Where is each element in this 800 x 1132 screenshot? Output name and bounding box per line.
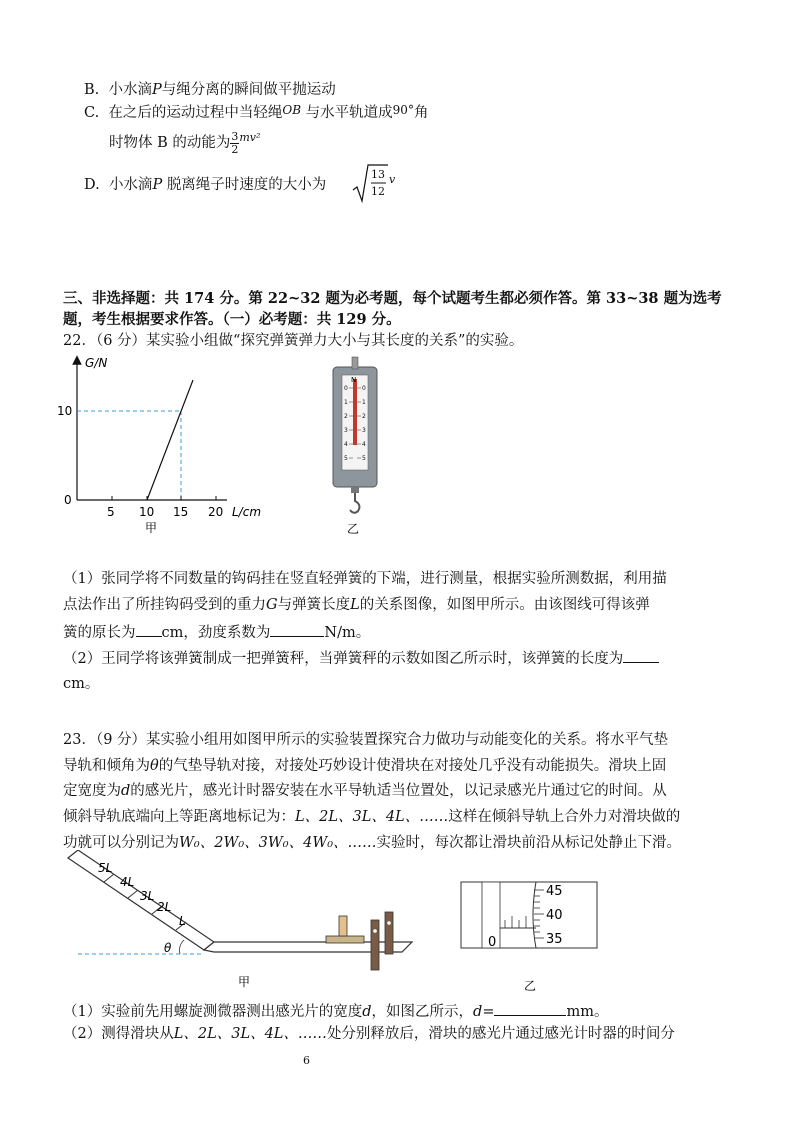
svg-text:5: 5 <box>362 455 366 462</box>
option-d: D. 小水滴P 脱离绳子时速度的大小为 <box>84 177 327 193</box>
graph-x10: 10 <box>139 505 155 519</box>
graph-line <box>147 380 193 500</box>
svg-text:0: 0 <box>344 385 348 392</box>
light-card <box>339 916 347 936</box>
page-number: 6 <box>303 1054 310 1067</box>
answer-blank-length[interactable] <box>136 622 162 637</box>
horizontal-track <box>204 942 412 952</box>
q22-p2-line1: （2）王同学将该弹簧制成一把弹簧秤，当弹簧秤的示数如图乙所示时，该弹簧的长度为 <box>63 648 659 668</box>
graph-x5: 5 <box>107 505 115 519</box>
q23-line2: 导轨和倾角为θ的气垫导轨对接，对接处巧妙设计使滑块在对接处几乎没有动能损失。滑块上固 <box>63 758 667 774</box>
fraction-3-2: $\frac{3}{2}$ <box>231 129 239 156</box>
section3-heading-line2: 题，考生根据要求作答。（一）必考题：共 129 分。 <box>63 311 401 328</box>
answer-blank-stiffness[interactable] <box>270 622 324 637</box>
answer-blank-width-d[interactable] <box>494 1001 566 1016</box>
graph-origin: 0 <box>64 493 72 507</box>
q23-micrometer-yi <box>460 876 600 994</box>
angle-theta: θ <box>164 941 172 955</box>
graph-y10: 10 <box>57 404 73 418</box>
q23-p2: （2）测得滑块从L、2L、3L、4L、……处分别释放后，滑块的感光片通过感光计时器的时间分 <box>63 1026 675 1042</box>
graph-ylabel: G/N <box>85 356 108 370</box>
section3-heading-line1: 三、非选择题：共 174 分。第 22~32 题为必考题，每个试题考生都必须作答。第 33~38 题为选考 <box>63 290 722 307</box>
q23-line4: 倾斜导轨底端向上等距离地标记为：L、2L、3L、4L、……这样在倾斜导轨上合外力对滑块做的 <box>63 809 681 825</box>
sqrt-13-12 <box>352 163 402 203</box>
svg-text:3: 3 <box>344 427 348 434</box>
svg-text:1: 1 <box>362 399 366 406</box>
q23-line3: 定宽度为d的感光片，感光计时器安装在水平导轨适当位置处，以记录感光片通过它的时间。从 <box>63 783 667 799</box>
micrometer-40: 40 <box>546 908 563 923</box>
q23-p1: （1）实验前先用螺旋测微器测出感光片的宽度d，如图乙所示，d= mm。 <box>63 1001 608 1021</box>
q22-p1-line1: （1）张同学将不同数量的钩码挂在竖直轻弹簧的下端，进行测量，根据实验所测数据，利用描 <box>63 571 667 587</box>
photogate-left <box>371 920 379 970</box>
hook-icon <box>350 493 359 513</box>
scale-caption: 乙 <box>347 522 360 536</box>
option-b: B. 小水滴P与绳分离的瞬间做平抛运动 <box>84 82 336 98</box>
graph-caption: 甲 <box>145 521 158 535</box>
micrometer-35: 35 <box>546 932 563 947</box>
sqrt-num: 13 <box>371 168 385 181</box>
svg-text:4: 4 <box>344 441 348 448</box>
mark-4L: 4L <box>120 875 135 889</box>
sqrt-tail: v <box>389 173 396 186</box>
micrometer-zero: 0 <box>488 935 497 950</box>
graph-x20: 20 <box>208 505 224 519</box>
q22-spring-scale-yi <box>320 355 390 540</box>
q22-p2-line2: cm。 <box>63 676 100 692</box>
svg-text:5: 5 <box>344 455 348 462</box>
graph-xlabel: L/cm <box>232 505 262 519</box>
q22-p1-line3: 簧的原长为 cm，劲度系数为 N/m。 <box>63 622 370 642</box>
svg-text:0: 0 <box>362 385 366 392</box>
mark-L: L <box>179 914 186 928</box>
svg-text:2: 2 <box>344 413 348 420</box>
svg-text:4: 4 <box>362 441 366 448</box>
q22-intro: 22．（6 分）某实验小组做“探究弹簧弹力大小与其长度的关系”的实验。 <box>63 333 524 349</box>
mark-2L: 2L <box>157 900 172 914</box>
fig-a-caption: 甲 <box>238 975 251 989</box>
mark-3L: 3L <box>140 889 155 903</box>
fig-b-caption: 乙 <box>524 979 537 993</box>
photogate-right <box>385 912 393 954</box>
svg-text:2: 2 <box>362 413 366 420</box>
mark-5L: 5L <box>98 861 113 875</box>
q23-line5: 功就可以分别记为W₀、2W₀、3W₀、4W₀、……实验时，每次都让滑块前沿从标记处静止下滑。 <box>63 835 682 851</box>
q23-air-track-jia <box>58 850 428 990</box>
answer-blank-spring-length[interactable] <box>623 648 659 663</box>
graph-x15: 15 <box>173 505 189 519</box>
sqrt-den: 12 <box>371 185 385 198</box>
micrometer-45: 45 <box>546 884 563 899</box>
scale-unit-label: N <box>351 376 357 384</box>
option-c-line1: C. 在之后的运动过程中当轻绳$^{OB}$ 与水平轨道成$^{90^\circ}$角 <box>84 103 429 121</box>
q23-line1: 23．（9 分）某实验小组用如图甲所示的实验装置探究合力做功与动能变化的关系。将水平气垫 <box>63 732 669 748</box>
option-c-line2: 时物体 B 的动能为 $\frac{3}{2}$ $^{mv^2}$ <box>109 129 261 156</box>
slider <box>326 936 364 943</box>
q22-graph-jia <box>55 350 305 535</box>
svg-text:1: 1 <box>344 399 348 406</box>
svg-text:3: 3 <box>362 427 366 434</box>
q22-p1-line2: 点法作出了所挂钩码受到的重力G与弹簧长度L的关系图像，如图甲所示。由该图线可得该弹 <box>63 597 650 613</box>
